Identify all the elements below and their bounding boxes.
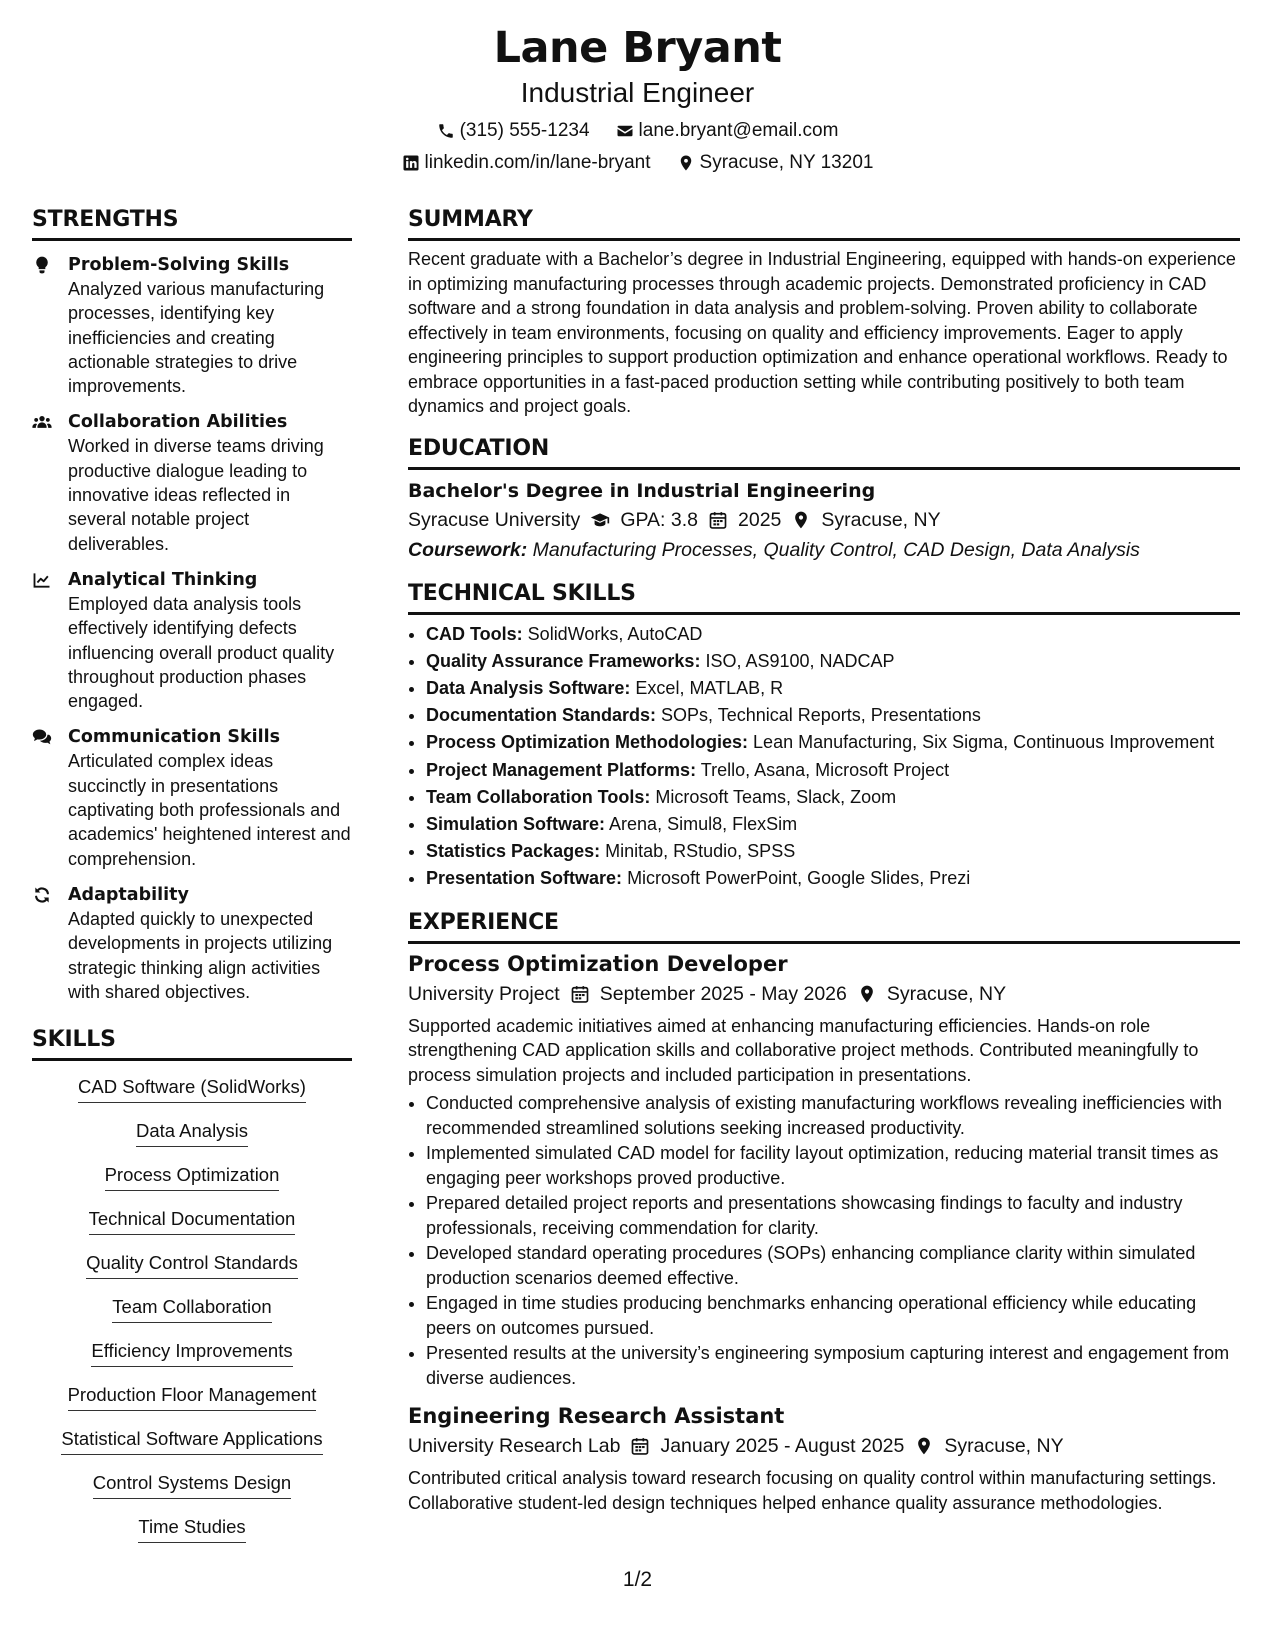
job-summary: Supported academic initiatives aimed at enhancing manufacturing efficiencies. Hands-on role strengthening CAD application skills and collaborative project methods. Contributed meaningfully to process simulation projects and included participation in presentations. (408, 1015, 1199, 1085)
list-item (426, 865, 1240, 892)
skill-tag: Team Collaboration (112, 1295, 271, 1323)
strength-item (32, 410, 352, 555)
strength-description: Worked in diverse teams driving productive dialogue leading to innovative ideas reflected in several notable project deliverables. (68, 436, 324, 554)
page-number: 1/2 (622, 1568, 653, 1591)
calendar-icon (630, 1436, 650, 1456)
summary-section (408, 206, 1240, 419)
strength-item (32, 883, 352, 1004)
list-item (426, 784, 1240, 811)
list-item: • Developed standard operating procedures (SOPs) enhancing compliance clarity within simulated production scenarios deemed effective. (426, 1241, 1240, 1290)
education-heading: EDUCATION (408, 435, 1240, 470)
candidate-name: Lane Bryant (493, 23, 782, 73)
skill-tag: Production Floor Management (68, 1383, 317, 1411)
map-marker-icon (857, 984, 877, 1004)
linkedin-text: linkedin.com/in/lane-bryant (424, 152, 651, 173)
technical-skills-section (408, 580, 1240, 893)
strengths-heading: STRENGTHS (32, 206, 352, 241)
skill-value: Trello, Asana, Microsoft Project (700, 759, 950, 780)
skill-tag: Quality Control Standards (86, 1251, 298, 1279)
strength-item (32, 568, 352, 713)
comments-icon (32, 727, 54, 749)
list-item (426, 757, 1240, 784)
coursework-label: Coursework: (408, 538, 528, 561)
phone-icon (437, 122, 455, 140)
skill-label: Project Management Platforms: (426, 759, 697, 780)
summary-text: Recent graduate with a Bachelor’s degree in Industrial Engineering, equipped with hands-on experience in optimizing manufacturing processes through academic projects. Demonstrated proficiency in CAD software and a strong foundation in data analysis and problem-solving. Proven ability to collaborate effectively in team environments, focusing on quality and efficiency improvements. Eager to apply engineering principles to support production optimization and enhance operational workflows. Ready to embrace opportunities in a fast-paced production setting while contributing positively to both team dynamics and project goals. (408, 249, 1236, 416)
chart-line-icon (32, 570, 54, 592)
skill-label: Documentation Standards: (426, 705, 657, 726)
job-summary: Contributed critical analysis toward research focusing on quality control within manufacturing settings. Collaborative student-led design techniques helped enhance quality assurance methodologies. (408, 1468, 1217, 1513)
skill-label: Data Analysis Software: (426, 677, 631, 698)
phone-text: (315) 555-1234 (459, 120, 590, 141)
skill-value: Microsoft PowerPoint, Google Slides, Prezi (627, 868, 971, 889)
skill-label: Process Optimization Methodologies: (426, 732, 749, 753)
education-section (408, 435, 1240, 564)
job-dates: September 2025 - May 2026 (599, 982, 847, 1005)
list-item: • Presented results at the university’s engineering symposium capturing interest and engagement from diverse audiences. (426, 1341, 1240, 1390)
strength-item (32, 725, 352, 870)
list-item: • Prepared detailed project reports and presentations showcasing findings to faculty and industry professionals, receiving commendation for clarity. (426, 1191, 1240, 1240)
coursework-line (408, 536, 1240, 564)
calendar-icon (570, 984, 590, 1004)
skill-label: Statistics Packages: (426, 841, 601, 862)
email-contact[interactable] (616, 119, 839, 143)
skills-heading: SKILLS (32, 1026, 352, 1061)
degree-title: Bachelor's Degree in Industrial Engineering (408, 479, 876, 502)
strength-description: Articulated complex ideas succinctly in presentations captivating both professionals and academics' heightened interest and comprehension. (68, 751, 351, 869)
skill-value: Microsoft Teams, Slack, Zoom (655, 786, 897, 807)
skill-tag: Control Systems Design (93, 1471, 291, 1499)
job-bullets (408, 1091, 1240, 1390)
list-item: • Engaged in time studies producing benchmarks enhancing operational efficiency while educating peers on outcomes pursued. (426, 1291, 1240, 1340)
strength-description: Analyzed various manufacturing processes, identifying key inefficiencies and creating actionable strategies to drive improvements. (68, 279, 325, 397)
job-location: Syracuse, NY (886, 982, 1007, 1005)
list-item (426, 648, 1240, 675)
skill-tag: Data Analysis (136, 1119, 248, 1147)
technical-skills-list (408, 621, 1240, 893)
graduation-cap-icon (590, 510, 610, 530)
strength-title: Problem-Solving Skills (68, 255, 290, 275)
list-item (426, 811, 1240, 838)
strength-title: Analytical Thinking (68, 569, 258, 590)
job-dates: January 2025 - August 2025 (660, 1435, 905, 1458)
skill-value: ISO, AS9100, NADCAP (705, 650, 895, 671)
map-marker-icon (791, 510, 811, 530)
skill-tag: Process Optimization (105, 1163, 280, 1191)
skill-label: Quality Assurance Frameworks: (426, 650, 701, 671)
job-entry (408, 950, 1240, 1391)
strength-description: Employed data analysis tools effectively identifying defects influencing overall product quality throughout production phases engaged. (68, 593, 335, 712)
sync-icon (32, 885, 54, 907)
strength-title: Adaptability (68, 884, 189, 905)
skill-tag: Efficiency Improvements (91, 1339, 292, 1367)
strength-item (32, 253, 352, 398)
users-icon (32, 412, 54, 434)
email-text: lane.bryant@email.com (638, 120, 839, 141)
phone-contact (437, 119, 590, 143)
education-meta (408, 506, 1240, 534)
skill-label: Team Collaboration Tools: (426, 786, 651, 807)
candidate-role: Industrial Engineer (520, 77, 755, 108)
skill-value: Arena, Simul8, FlexSim (609, 813, 798, 834)
skill-value: SolidWorks, AutoCAD (527, 623, 703, 644)
list-item: • Conducted comprehensive analysis of existing manufacturing workflows revealing inefficiencies with recommended streamlined solutions seeking increased productivity. (426, 1091, 1240, 1140)
left-column (32, 206, 352, 1543)
contact-row-2 (0, 151, 1275, 175)
linkedin-contact[interactable] (402, 151, 651, 175)
graduation-year: 2025 (738, 508, 782, 531)
skill-tag: Time Studies (138, 1515, 245, 1543)
job-meta (408, 1432, 1240, 1460)
school-name: Syracuse University (408, 508, 581, 531)
list-item (426, 675, 1240, 702)
list-item (426, 621, 1240, 648)
coursework-list: Manufacturing Processes, Quality Control, CAD Design, Data Analysis (532, 538, 1140, 561)
lightbulb-icon (32, 255, 54, 277)
skill-label: CAD Tools: (426, 623, 523, 644)
map-marker-icon (914, 1436, 934, 1456)
skill-label: Simulation Software: (426, 813, 606, 834)
contact-row-1 (0, 119, 1275, 143)
job-organization: University Research Lab (408, 1435, 621, 1458)
calendar-icon (708, 510, 728, 530)
gpa-text: GPA: 3.8 (620, 508, 698, 531)
job-title: Engineering Research Assistant (408, 1404, 785, 1429)
linkedin-icon (402, 154, 420, 172)
skill-value: Lean Manufacturing, Six Sigma, Continuous Improvement (753, 732, 1215, 753)
right-column (408, 206, 1240, 1515)
strength-title: Collaboration Abilities (68, 412, 288, 433)
list-item: • Implemented simulated CAD model for facility layout optimization, reducing material transit times as engaging peer workshops proved productive. (426, 1141, 1240, 1190)
education-location: Syracuse, NY (821, 508, 941, 531)
strength-description: Adapted quickly to unexpected developments in projects utilizing strategic thinking align activities with shared objectives. (68, 908, 333, 1002)
map-marker-icon (677, 154, 695, 172)
job-organization: University Project (408, 982, 560, 1005)
list-item (426, 838, 1240, 865)
location-text: Syracuse, NY 13201 (699, 152, 874, 173)
resume-header (0, 22, 1275, 175)
list-item (426, 702, 1240, 729)
technical-skills-heading: TECHNICAL SKILLS (408, 580, 1240, 615)
summary-heading: SUMMARY (408, 206, 1240, 241)
list-item (426, 729, 1240, 756)
skills-list (32, 1069, 352, 1543)
job-meta (408, 980, 1240, 1008)
skill-value: SOPs, Technical Reports, Presentations (661, 705, 981, 726)
skill-tag: Technical Documentation (89, 1207, 296, 1235)
skill-value: Minitab, RStudio, SPSS (605, 841, 796, 862)
skill-value: Excel, MATLAB, R (635, 677, 784, 698)
envelope-icon (616, 122, 634, 140)
skill-label: Presentation Software: (426, 868, 623, 889)
skill-tag: CAD Software (SolidWorks) (78, 1075, 306, 1103)
job-entry (408, 1402, 1240, 1515)
skill-tag: Statistical Software Applications (61, 1427, 322, 1455)
strength-title: Communication Skills (68, 727, 281, 748)
job-location: Syracuse, NY (944, 1435, 1064, 1458)
experience-section (408, 909, 1240, 1516)
experience-heading: EXPERIENCE (408, 909, 1240, 944)
job-title: Process Optimization Developer (408, 951, 788, 976)
location-contact (677, 151, 874, 175)
